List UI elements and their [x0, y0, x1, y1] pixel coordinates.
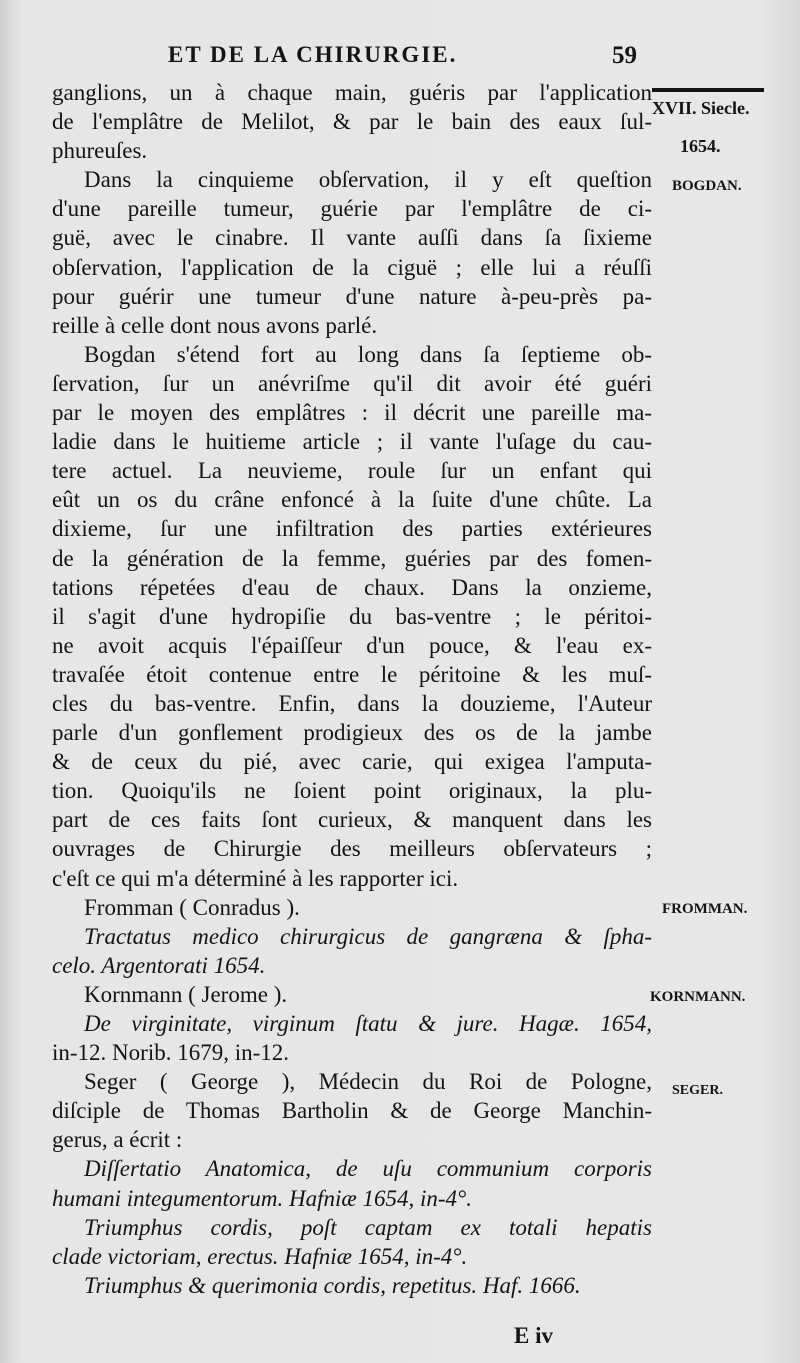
author-entry-seger: Seger ( George ), Médecin du Roi de Pologne,: [84, 1069, 652, 1095]
margin-note-fromman: FROMMAN.: [662, 901, 748, 917]
text-line: & de ceux du pié, avec carie, qui exigea l'amputa-: [52, 749, 652, 775]
page-number: 59: [612, 42, 637, 69]
text-line: eût un os du crâne enfoncé à la ſuite d'une chûte. La: [52, 487, 652, 513]
text-line: d'une pareille tumeur, guérie par l'emplâtre de ci-: [52, 196, 652, 222]
book-title-line: De virginitate, virginum ſtatu & jure. Hagæ. 1654,: [84, 1011, 652, 1036]
text-line: tere actuel. La neuvieme, roule ſur un enfant qui: [52, 458, 652, 484]
text-line: Dans la cinquieme obſervation, il y eſt queſtion: [84, 167, 652, 193]
text-line: reille à celle dont nous avons parlé.: [52, 312, 378, 338]
author-entry-kornmann: Kornmann ( Jerome ).: [84, 981, 288, 1007]
text-line: par le moyen des emplâtres : il décrit une pareille ma-: [52, 400, 652, 426]
text-line: gerus, a écrit :: [52, 1127, 183, 1153]
signature-mark: E iv: [514, 1323, 553, 1348]
book-title-line: Tractatus medico chirurgicus de gangræna & ſpha-: [84, 923, 652, 949]
running-title: ET DE LA CHIRURGIE.: [168, 42, 458, 67]
margin-note-seger: SEGER.: [672, 1083, 723, 1098]
text-line: tion. Quoiqu'ils ne ſoient point originaux, la plu-: [52, 778, 652, 804]
book-title-line: Triumphus cordis, poſt captam ex totali hepatis: [84, 1214, 652, 1240]
book-title-line: celo. Argentorati 1654.: [52, 952, 266, 978]
text-line: dixieme, ſur une infiltration des parties extérieures: [52, 516, 652, 542]
text-line: part de ces faits ſont curieux, & manquent dans les: [52, 807, 652, 833]
margin-note-bogdan: BOGDAN.: [672, 178, 742, 194]
body-text: [52, 78, 652, 1300]
author-entry-fromman: Fromman ( Conradus ).: [84, 894, 300, 920]
text-line: ladie dans le huitieme article ; il vante l'uſage du cau-: [52, 429, 652, 455]
header-rule: [652, 88, 764, 92]
text-line: cles du bas-ventre. Enfin, dans la douzieme, l'Auteur: [52, 690, 652, 716]
margin-note-kornmann: KORNMANN.: [650, 989, 746, 1005]
text-line: Bogdan s'étend fort au long dans ſa ſeptieme ob-: [84, 341, 652, 367]
book-title-line: humani integumentorum. Hafniæ 1654, in-4°.: [52, 1185, 472, 1211]
text-line: c'eſt ce qui m'a déterminé à les rapporter ici.: [52, 865, 459, 891]
text-line: obſervation, l'application de la ciguë ; elle lui a réuſſi: [52, 254, 652, 280]
text-line: de la génération de la femme, guéries par des fomen-: [52, 545, 652, 571]
book-title-line: clade victoriam, erectus. Hafniæ 1654, in-4°.: [52, 1243, 468, 1269]
book-title-line: Triumphus & querimonia cordis, repetitus. Haf. 1666.: [84, 1272, 581, 1298]
margin-note-year: 1654.: [680, 136, 721, 156]
text-line: diſciple de Thomas Bartholin & de George Manchin-: [52, 1098, 652, 1124]
text-line: il s'agit d'une hydropiſie du bas-ventre ; le péritoi-: [52, 603, 652, 629]
text-line: parle d'un gonflement prodigieux des os de la jambe: [52, 720, 652, 746]
text-line: ouvrages de Chirurgie des meilleurs obſervateurs ;: [52, 836, 652, 862]
text-line: guë, avec le cinabre. Il vante auſſi dans ſa ſixieme: [52, 225, 652, 251]
text-line: tations répetées d'eau de chaux. Dans la onzieme,: [52, 574, 652, 600]
text-line: ganglions, un à chaque main, guéris par l'application: [52, 80, 652, 105]
text-line: pour guérir une tumeur d'une nature à-peu-près pa-: [52, 283, 652, 309]
text-line: de l'emplâtre de Melilot, & par le bain des eaux ſul-: [52, 109, 652, 135]
text-line: phureuſes.: [52, 138, 148, 164]
text-line: travaſée étoit contenue entre le péritoine & les muſ-: [52, 661, 652, 687]
text-line: ne avoit acquis l'épaiſſeur d'un pouce, & l'eau ex-: [52, 632, 652, 658]
text-line: ſervation, ſur un anévriſme qu'il dit avoir été guéri: [52, 370, 652, 396]
margin-note-century: XVII. Siecle.: [652, 98, 750, 118]
book-title-line: Diſſertatio Anatomica, de uſu communium corporis: [84, 1156, 652, 1182]
text-line: in-12. Norib. 1679, in-12.: [52, 1040, 290, 1066]
